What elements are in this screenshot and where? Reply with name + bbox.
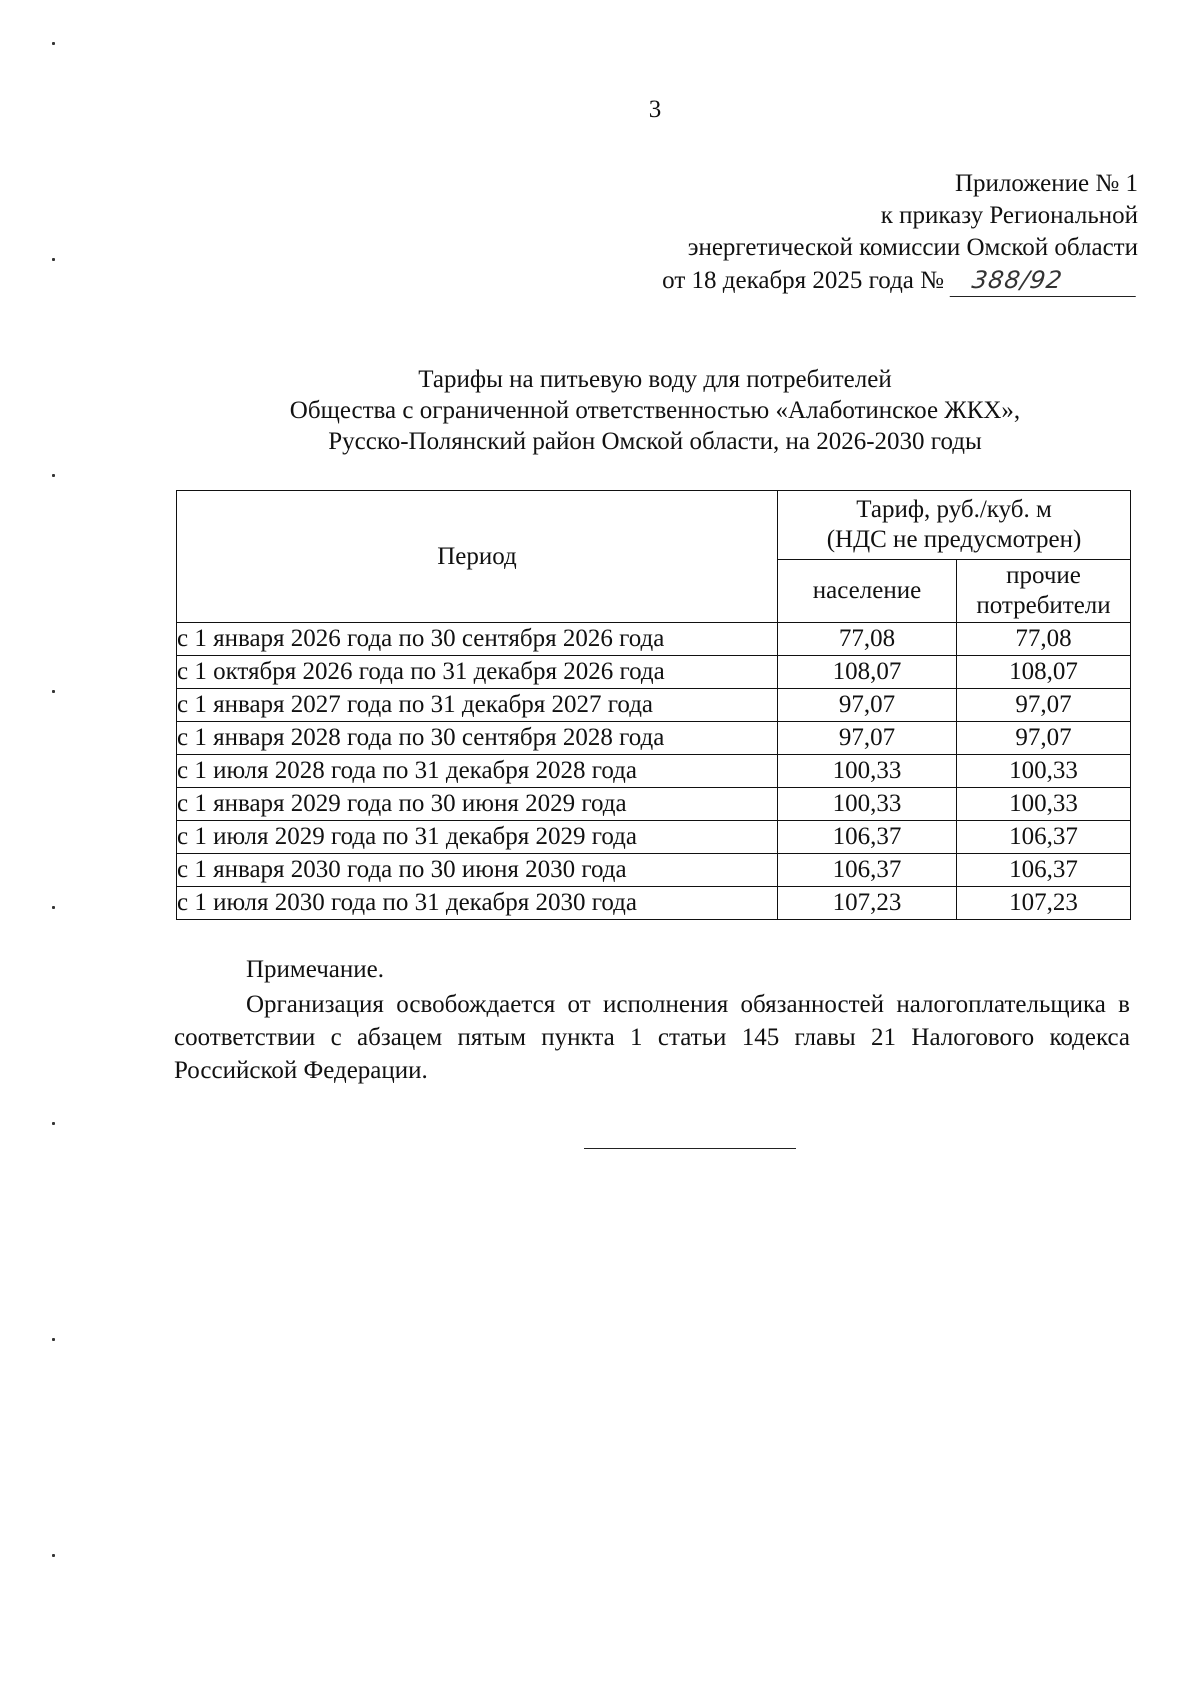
- period-cell: с 1 октября 2026 года по 31 декабря 2026 года: [177, 656, 778, 689]
- document-title: [0, 364, 1200, 457]
- scan-dot: [52, 906, 55, 909]
- appendix-header: [662, 168, 1138, 297]
- scan-dot: [52, 690, 55, 693]
- period-cell: с 1 января 2026 года по 30 сентября 2026 года: [177, 623, 778, 656]
- note-title: Примечание.: [246, 956, 385, 983]
- page-number: 3: [648, 96, 662, 123]
- population-tariff-cell: 97,07: [778, 689, 957, 722]
- appendix-line: к приказу Региональной: [880, 202, 1138, 229]
- table-row: [177, 755, 1131, 788]
- period-cell: с 1 июля 2030 года по 31 декабря 2030 года: [177, 887, 778, 920]
- population-tariff-cell: 100,33: [778, 788, 957, 821]
- header-tariff-line: Тариф, руб./куб. м: [856, 496, 1052, 523]
- tariff-table: [176, 490, 1131, 920]
- order-date: от 18 декабря 2025 года №: [662, 267, 944, 294]
- other-tariff-cell: 97,07: [957, 722, 1131, 755]
- table-row: [177, 689, 1131, 722]
- period-cell: с 1 июля 2029 года по 31 декабря 2029 года: [177, 821, 778, 854]
- order-line: [662, 264, 1138, 297]
- other-tariff-cell: 106,37: [957, 821, 1131, 854]
- scan-dot: [52, 1338, 55, 1341]
- end-divider: [584, 1148, 796, 1149]
- other-tariff-cell: 100,33: [957, 755, 1131, 788]
- other-tariff-cell: 106,37: [957, 854, 1131, 887]
- period-cell: с 1 июля 2028 года по 31 декабря 2028 года: [177, 755, 778, 788]
- other-tariff-cell: 97,07: [957, 689, 1131, 722]
- table-row: [177, 854, 1131, 887]
- population-tariff-cell: 107,23: [778, 887, 957, 920]
- scan-dot: [52, 1554, 55, 1557]
- header-other-line: потребители: [976, 592, 1111, 619]
- population-tariff-cell: 97,07: [778, 722, 957, 755]
- title-line: Русско-Полянский район Омской области, на 2026-2030 годы: [328, 428, 982, 455]
- header-tariff: [778, 491, 1131, 560]
- table-row: [177, 788, 1131, 821]
- scan-dot: [52, 474, 55, 477]
- header-population: население: [778, 560, 957, 623]
- handwritten-order-number: 388/92: [950, 264, 1141, 297]
- table-row: [177, 887, 1131, 920]
- other-tariff-cell: 77,08: [957, 623, 1131, 656]
- table-row: [177, 656, 1131, 689]
- population-tariff-cell: 106,37: [778, 854, 957, 887]
- scan-dot: [52, 42, 55, 45]
- title-line: Тарифы на питьевую воду для потребителей: [418, 366, 892, 393]
- period-cell: с 1 января 2030 года по 30 июня 2030 года: [177, 854, 778, 887]
- population-tariff-cell: 100,33: [778, 755, 957, 788]
- header-tariff-line: (НДС не предусмотрен): [826, 526, 1082, 553]
- note-body: Организация освобождается от исполнения обязанностей налогоплательщика в соответствии с абзацем пятым пункта 1 статьи 145 главы 21 Налогового кодекса Российской Федерации.: [174, 991, 1130, 1084]
- appendix-line: Приложение № 1: [954, 170, 1138, 197]
- population-tariff-cell: 106,37: [778, 821, 957, 854]
- table-row: [177, 623, 1131, 656]
- scan-dot: [52, 1122, 55, 1125]
- title-line: Общества с ограниченной ответственностью «Алаботинское ЖКХ»,: [289, 397, 1021, 424]
- header-period: Период: [177, 491, 778, 623]
- appendix-line: энергетической комиссии Омской области: [687, 234, 1138, 261]
- scan-dot: [52, 258, 55, 261]
- table-row: [177, 821, 1131, 854]
- population-tariff-cell: 77,08: [778, 623, 957, 656]
- header-other-line: прочие: [1006, 562, 1081, 589]
- table-row: [177, 722, 1131, 755]
- header-other: [957, 560, 1131, 623]
- period-cell: с 1 января 2028 года по 30 сентября 2028 года: [177, 722, 778, 755]
- other-tariff-cell: 108,07: [957, 656, 1131, 689]
- period-cell: с 1 января 2029 года по 30 июня 2029 года: [177, 788, 778, 821]
- other-tariff-cell: 100,33: [957, 788, 1131, 821]
- other-tariff-cell: 107,23: [957, 887, 1131, 920]
- population-tariff-cell: 108,07: [778, 656, 957, 689]
- period-cell: с 1 января 2027 года по 31 декабря 2027 года: [177, 689, 778, 722]
